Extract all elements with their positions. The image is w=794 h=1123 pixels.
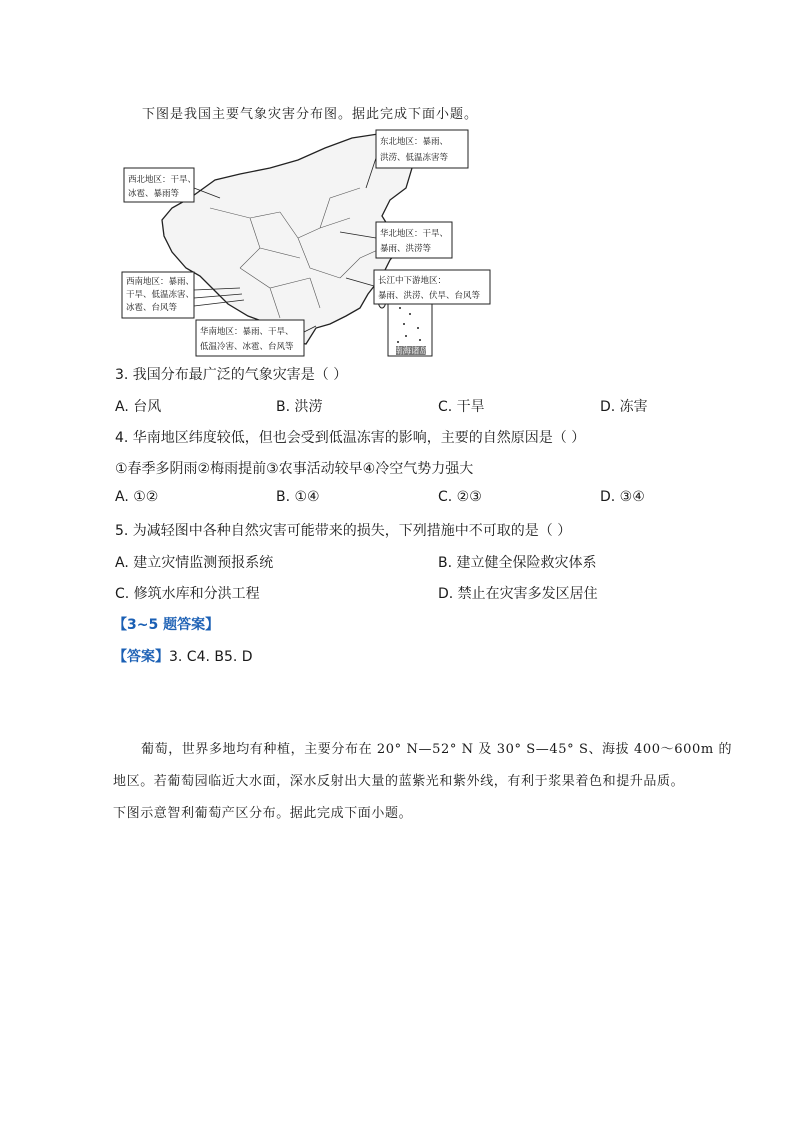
svg-text:低温冷害、冰雹、台风等: 低温冷害、冰雹、台风等	[200, 342, 294, 352]
answer-line	[113, 646, 253, 666]
intro-text: 下图是我国主要气象灾害分布图。据此完成下面小题。	[142, 107, 479, 122]
svg-text:冰雹、暴雨等: 冰雹、暴雨等	[128, 189, 180, 199]
svg-text:洪涝、低温冻害等: 洪涝、低温冻害等	[380, 153, 449, 163]
q4-option-c[interactable]: C. ②③	[438, 489, 482, 505]
para2-line1: 葡萄，世界多地均有种植，主要分布在 20° N—52° N 及 30° S—45° S、海拔 400～600m 的	[141, 742, 733, 757]
svg-text:暴雨、洪涝等: 暴雨、洪涝等	[380, 244, 432, 254]
q4-option-a[interactable]: A. ①②	[115, 489, 159, 505]
q4-option-d[interactable]: D. ③④	[600, 489, 645, 505]
q4-stem: 4. 华南地区纬度较低，但也会受到低温冻害的影响，主要的自然原因是（ ）	[115, 430, 586, 446]
q5-option-c[interactable]: C. 修筑水库和分洪工程	[115, 586, 260, 602]
svg-text:暴雨、洪涝、伏旱、台风等: 暴雨、洪涝、伏旱、台风等	[378, 291, 481, 301]
disaster-map	[120, 128, 496, 360]
svg-text:长江中下游地区：: 长江中下游地区：	[378, 276, 447, 286]
q3-stem: 3. 我国分布最广泛的气象灾害是（ ）	[115, 367, 348, 383]
label-south	[196, 320, 316, 356]
q3-option-c[interactable]: C. 干旱	[438, 399, 485, 415]
q3-option-b[interactable]: B. 洪涝	[276, 399, 323, 415]
svg-text:冰雹、台风等: 冰雹、台风等	[126, 303, 178, 313]
para2-line2: 地区。若葡萄园临近大水面，深水反射出大量的蓝紫光和紫外线，有利于浆果着色和提升品质。	[113, 774, 685, 789]
answer-text: 3. C4. B5. D	[169, 649, 253, 665]
svg-text:华南地区：暴雨、干旱、: 华南地区：暴雨、干旱、	[200, 327, 294, 337]
svg-text:华北地区：干旱、: 华北地区：干旱、	[380, 229, 449, 239]
q4-statements: ①春季多阴雨②梅雨提前③农事活动较早④冷空气势力强大	[115, 461, 474, 477]
svg-text:西北地区：干旱、: 西北地区：干旱、	[128, 175, 197, 185]
svg-text:东北地区：暴雨、: 东北地区：暴雨、	[380, 137, 449, 147]
q5-option-b[interactable]: B. 建立健全保险救灾体系	[438, 555, 597, 571]
svg-text:西南地区：暴雨、: 西南地区：暴雨、	[126, 277, 195, 287]
answer-header: 【3~5 题答案】	[113, 617, 220, 633]
inset-label: 南海诸岛	[393, 346, 429, 357]
q5-stem: 5. 为减轻图中各种自然灾害可能带来的损失，下列措施中不可取的是（ ）	[115, 523, 572, 539]
answer-label: 【答案】	[113, 649, 169, 665]
q3-option-d[interactable]: D. 冻害	[600, 399, 648, 415]
q5-option-a[interactable]: A. 建立灾情监测预报系统	[115, 555, 274, 571]
q5-option-d[interactable]: D. 禁止在灾害多发区居住	[438, 586, 598, 602]
svg-text:干旱、低温冻害、: 干旱、低温冻害、	[126, 290, 195, 300]
para2-line3: 下图示意智利葡萄产区分布。据此完成下面小题。	[113, 806, 413, 821]
q3-option-a[interactable]: A. 台风	[115, 399, 162, 415]
q4-option-b[interactable]: B. ①④	[276, 489, 320, 505]
china-outline	[162, 134, 412, 344]
